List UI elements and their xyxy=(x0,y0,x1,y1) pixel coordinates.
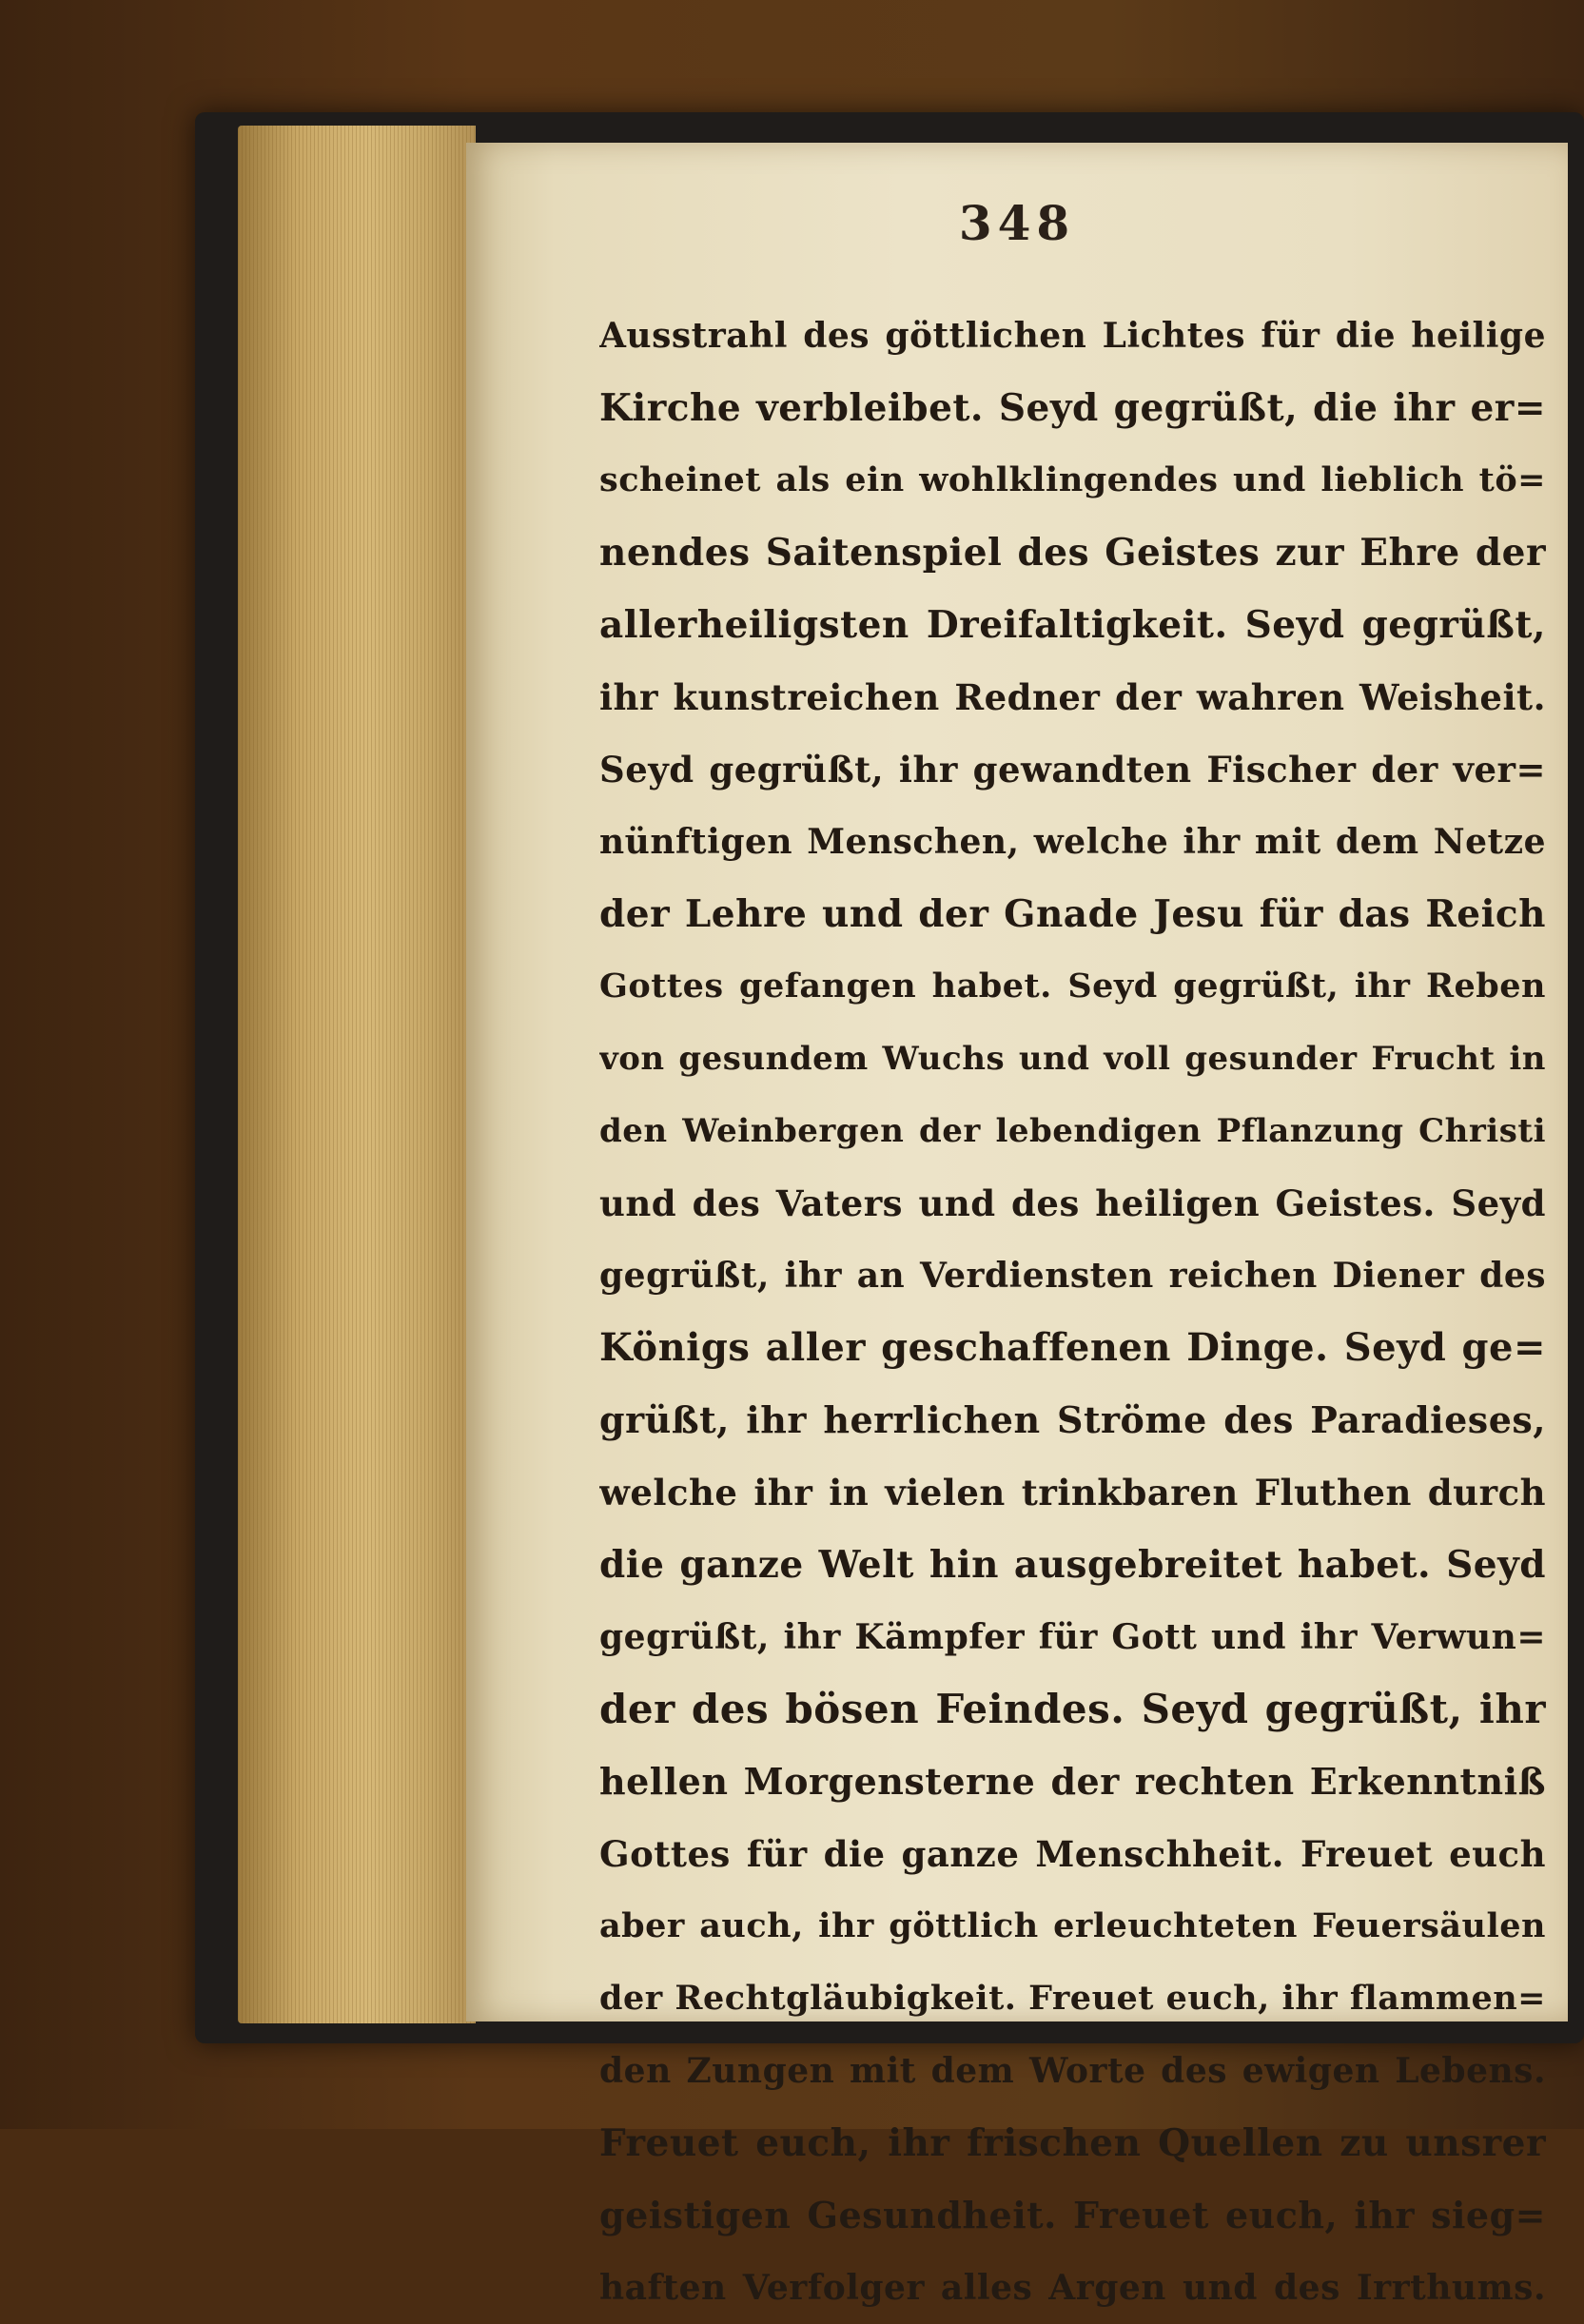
text-line: von gesundem Wuchs und voll gesunder Frucht in xyxy=(599,1040,1546,1078)
text-line: den Weinbergen der lebendigen Pflanzung Christi xyxy=(599,1112,1546,1150)
text-line: nendes Saitenspiel des Geistes zur Ehre der xyxy=(599,531,1546,575)
page-text xyxy=(599,300,1546,2324)
text-line: die ganze Welt hin ausgebreitet habet. Seyd xyxy=(599,1543,1546,1587)
text-line: Gottes für die ganze Menschheit. Freuet euch xyxy=(599,1833,1546,1875)
text-line: Königs aller geschaffenen Dinge. Seyd ge= xyxy=(599,1325,1546,1370)
text-line: nünftigen Menschen, welche ihr mit dem Netze xyxy=(599,822,1546,862)
text-line: haften Verfolger alles Argen und des Irrthums. xyxy=(599,2268,1546,2308)
text-line: der Rechtgläubigkeit. Freuet euch, ihr flammen= xyxy=(599,1979,1546,2018)
text-line: Kirche verbleibet. Seyd gegrüßt, die ihr er= xyxy=(599,386,1546,430)
text-line: aber auch, ihr göttlich erleuchteten Feuersäulen xyxy=(599,1906,1546,1945)
text-line: gegrüßt, ihr Kämpfer für Gott und ihr Verwun= xyxy=(599,1617,1546,1657)
text-line: scheinet als ein wohlklingendes und lieblich tö= xyxy=(599,460,1546,499)
text-line: allerheiligsten Dreifaltigkeit. Seyd gegrüßt, xyxy=(599,603,1546,647)
text-line: welche ihr in vielen trinkbaren Fluthen durch xyxy=(599,1472,1546,1514)
text-line: Gottes gefangen habet. Seyd gegrüßt, ihr Reben xyxy=(599,967,1546,1006)
text-line: ihr kunstreichen Redner der wahren Weisheit. xyxy=(599,676,1546,718)
text-line: geistigen Gesundheit. Freuet euch, ihr sieg= xyxy=(599,2194,1546,2236)
text-line: grüßt, ihr herrlichen Ströme des Paradieses, xyxy=(599,1398,1546,1441)
text-line: Freuet euch, ihr frischen Quellen zu unsrer xyxy=(599,2121,1546,2165)
text-line: den Zungen mit dem Worte des ewigen Lebens. xyxy=(599,2051,1546,2091)
text-line: Ausstrahl des göttlichen Lichtes für die heilige xyxy=(599,316,1546,356)
page-number: 348 xyxy=(958,195,1076,251)
text-line: der des bösen Feindes. Seyd gegrüßt, ihr xyxy=(599,1686,1546,1732)
text-line: Seyd gegrüßt, ihr gewandten Fischer der ver= xyxy=(599,749,1546,791)
book-page xyxy=(466,143,1568,2308)
text-line: und des Vaters und des heiligen Geistes. Seyd xyxy=(599,1182,1546,1224)
page-edges xyxy=(238,126,476,2023)
text-line: gegrüßt, ihr an Verdiensten reichen Diener des xyxy=(599,1256,1546,1296)
text-line: hellen Morgensterne der rechten Erkenntniß xyxy=(599,1760,1546,1803)
text-line: der Lehre und der Gnade Jesu für das Reich xyxy=(599,892,1546,936)
